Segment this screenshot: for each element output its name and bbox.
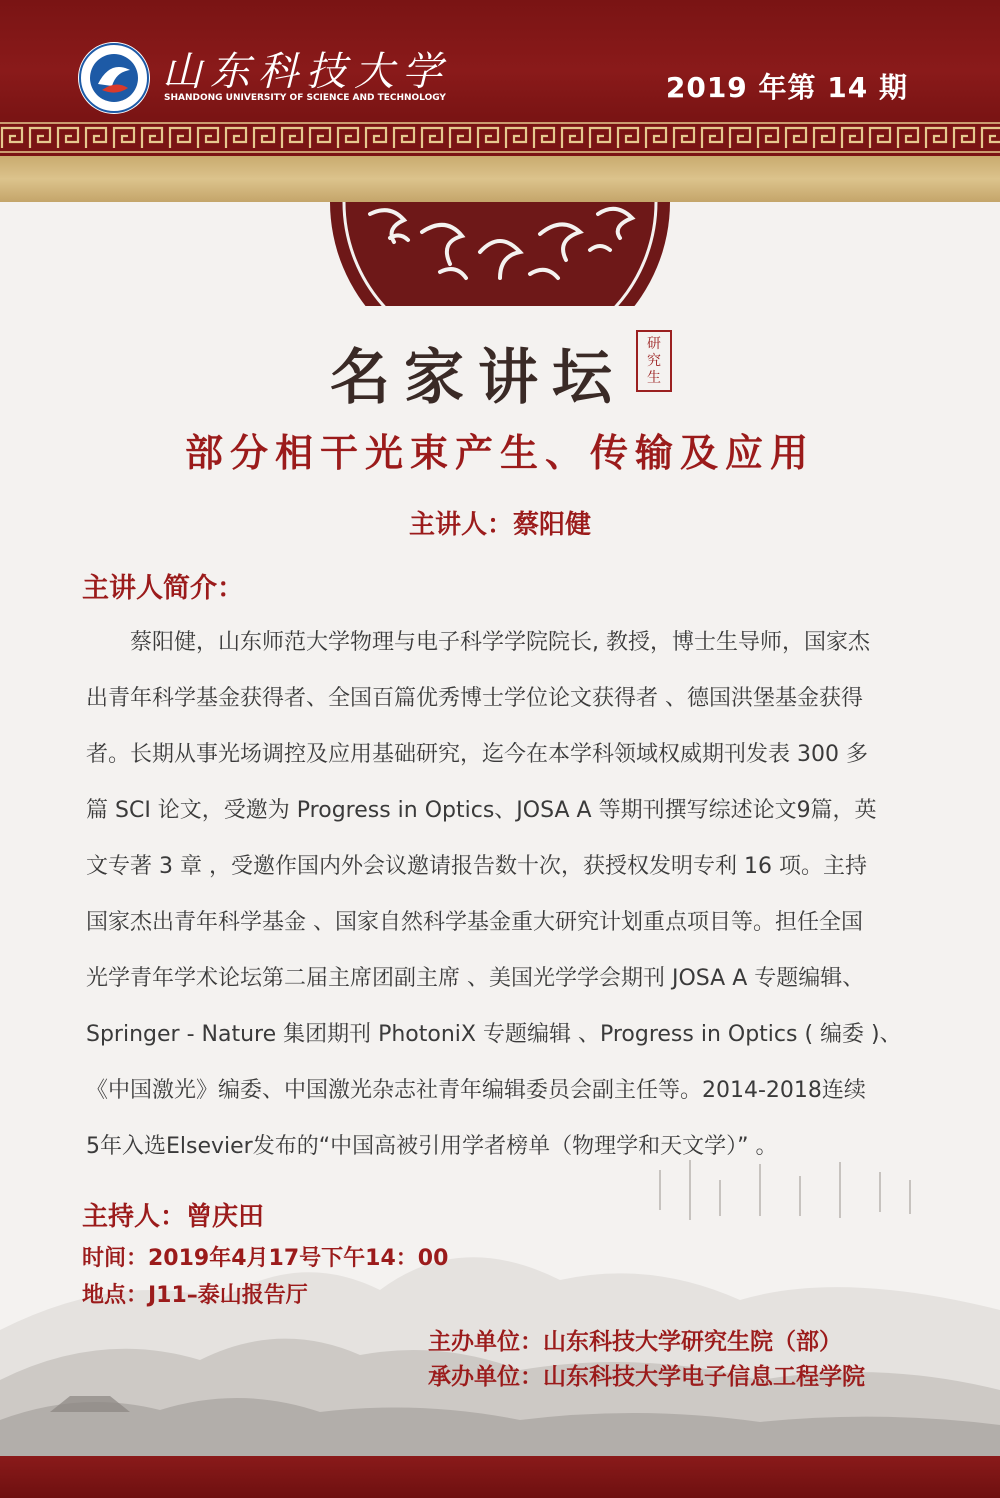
university-name-en: SHANDONG UNIVERSITY OF SCIENCE AND TECHNOLOGY [164, 93, 446, 103]
talk-title: 部分相干光束产生、传输及应用 [184, 431, 815, 475]
bio-line: 者。长期从事光场调控及应用基础研究，迄今在本学科领域权威期刊发表 300 多 [86, 742, 868, 767]
speaker-line: 主讲人：蔡阳健 [408, 510, 591, 540]
issue-number: 2019 年第 14 期 [665, 71, 908, 104]
bio-line: 《中国激光》编委、中国激光杂志社青年编辑委员会副主任等。2014-2018连续 [86, 1078, 866, 1103]
bio-line: 国家杰出青年科学基金 、国家自然科学基金重大研究计划重点项目等。担任全国 [86, 910, 863, 935]
bio-line: Springer - Nature 集团期刊 PhotoniX 专题编辑 、Progress in Optics ( 编委 )、 [86, 1022, 902, 1047]
bio-line: 出青年科学基金获得者、全国百篇优秀博士学位论文获得者 、德国洪堡基金获得 [86, 686, 863, 711]
header-banner [0, 0, 1000, 118]
bio-paragraph [86, 615, 928, 1175]
bio-line: 光学青年学术论坛第二届主席团副主席 、美国光学学会期刊 JOSA A 专题编辑、 [86, 966, 865, 991]
cloud-medallion-icon [330, 202, 670, 306]
seal-char: 生 [647, 369, 661, 386]
bio-line: 篇 SCI 论文，受邀为 Progress in Optics、JOSA A 等期刊撰写综述论文9篇，英 [86, 798, 877, 823]
seal-char: 研 [647, 335, 661, 352]
footer-bar [0, 1456, 1000, 1498]
undertaker-line: 承办单位：山东科技大学电子信息工程学院 [428, 1364, 865, 1390]
host-line: 主持人：曾庆田 [82, 1202, 265, 1232]
location-line: 地点：J11–泰山报告厅 [82, 1283, 308, 1308]
time-line: 时间：2019年4月17号下午14：00 [82, 1246, 449, 1271]
forum-title: 名家讲坛 [330, 343, 626, 413]
bio-line: 5年入选Elsevier发布的“中国高被引用学者榜单（物理学和天文学）” 。 [86, 1134, 778, 1159]
bio-line: 文专著 3 章 ，受邀作国内外会议邀请报告数十次，获授权发明专利 16 项。主持 [86, 854, 867, 879]
gold-band [0, 156, 1000, 202]
fret-pattern-border [0, 118, 1000, 156]
university-name-cn: 山东科技大学 [162, 49, 450, 95]
graduate-seal [636, 330, 672, 392]
bio-heading: 主讲人简介： [82, 573, 244, 604]
seal-char: 究 [647, 352, 661, 369]
sponsor-line: 主办单位：山东科技大学研究生院（部） [428, 1329, 842, 1355]
university-logo-icon [76, 40, 152, 116]
bio-line: 蔡阳健，山东师范大学物理与电子科学学院院长, 教授，博士生导师，国家杰 [86, 630, 870, 655]
